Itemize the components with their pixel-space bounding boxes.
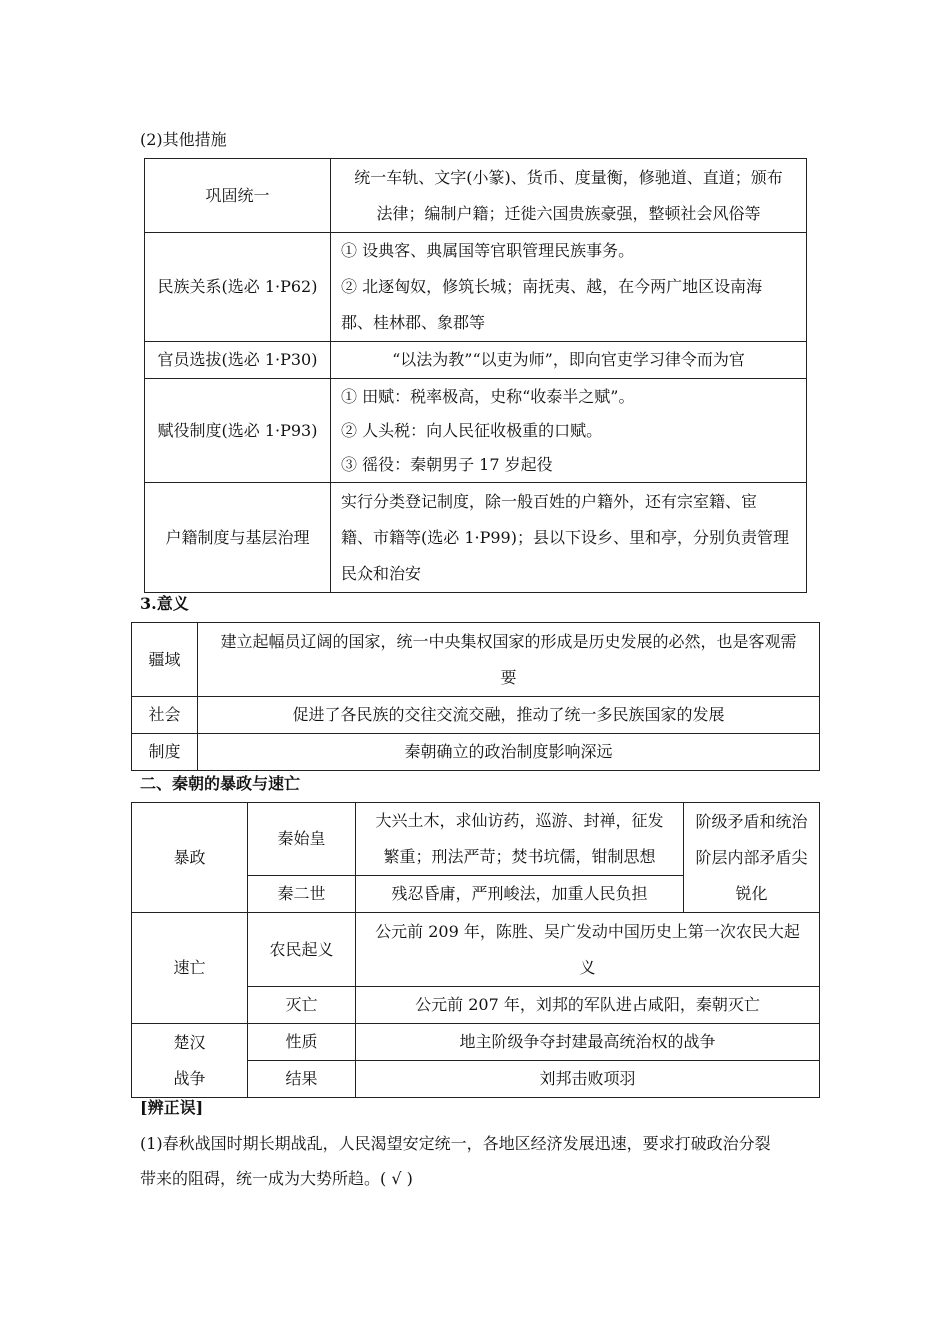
content-line: 阶级矛盾和统治 bbox=[695, 811, 808, 831]
demise-label: 灭亡 bbox=[248, 987, 356, 1024]
content-line: ② 人头税：向人民征收极重的口赋。 bbox=[341, 420, 603, 440]
table-row bbox=[132, 697, 820, 734]
content-line: 战争 bbox=[173, 1068, 206, 1088]
row-content: 促进了各民族的交往交流交融，推动了统一多民族国家的发展 bbox=[198, 697, 820, 734]
tyranny-table bbox=[131, 802, 820, 1098]
uprising-label: 农民起义 bbox=[248, 913, 356, 987]
nature-content: 地主阶级争夺封建最高统治权的战争 bbox=[356, 1024, 820, 1061]
correction-paragraph bbox=[140, 1126, 820, 1196]
table-row bbox=[132, 803, 820, 876]
other-measures-table bbox=[144, 158, 807, 593]
content-line: 要 bbox=[500, 667, 517, 687]
content-line: 民众和治安 bbox=[341, 563, 422, 583]
content-line: ② 北逐匈奴，修筑长城；南抚夷、越，在今两广地区设南海 bbox=[341, 277, 763, 296]
row-content: 秦朝确立的政治制度影响深远 bbox=[198, 734, 820, 771]
table-row bbox=[132, 623, 820, 697]
qin-ershi-content: 残忍昏庸，严刑峻法，加重人民负担 bbox=[356, 876, 684, 913]
significance-heading: 3.意义 bbox=[140, 594, 189, 613]
content-line: 法律；编制户籍；迁徙六国贵族豪强，整顿社会风俗等 bbox=[376, 203, 761, 223]
content-line: 阶层内部矛盾尖 bbox=[695, 847, 808, 867]
row-content bbox=[331, 233, 807, 342]
table-row bbox=[132, 734, 820, 771]
content-line: (1)春秋战国时期长期战乱，人民渴望安定统一，各地区经济发展迅速，要求打破政治分裂 bbox=[140, 1134, 771, 1153]
tyranny-heading: 二、秦朝的暴政与速亡 bbox=[140, 774, 301, 793]
row-content bbox=[198, 623, 820, 697]
row-label: 巩固统一 bbox=[145, 159, 331, 233]
table-row bbox=[145, 233, 807, 342]
row-label: 户籍制度与基层治理 bbox=[145, 483, 331, 593]
row-content bbox=[331, 483, 807, 593]
qin-ershi-label: 秦二世 bbox=[248, 876, 356, 913]
content-line: 统一车轨、文字(小篆)、货币、度量衡，修驰道、直道；颁布 bbox=[354, 167, 783, 187]
nature-label: 性质 bbox=[248, 1024, 356, 1061]
row-label: 制度 bbox=[132, 734, 198, 771]
content-line: 锐化 bbox=[735, 883, 768, 903]
tyranny-result bbox=[684, 803, 820, 913]
row-label: 社会 bbox=[132, 697, 198, 734]
content-line: 大兴土木，求仙访药，巡游、封禅，征发 bbox=[375, 811, 664, 830]
content-line: ① 设典客、典属国等官职管理民族事务。 bbox=[341, 241, 635, 260]
content-line: 带来的阻碍，统一成为大势所趋。( √ ) bbox=[140, 1169, 413, 1188]
row-content bbox=[331, 159, 807, 233]
demise-content: 公元前 207 年，刘邦的军队进占咸阳，秦朝灭亡 bbox=[356, 987, 820, 1024]
row-label: 赋役制度(选必 1·P93) bbox=[145, 379, 331, 483]
table-row bbox=[145, 159, 807, 233]
table-row bbox=[132, 913, 820, 987]
content-line: 繁重；刑法严苛；焚书坑儒，钳制思想 bbox=[383, 847, 656, 866]
outcome-content: 刘邦击败项羽 bbox=[356, 1061, 820, 1098]
content-line: 郡、桂林郡、象郡等 bbox=[341, 313, 486, 332]
other-measures-heading: (2)其他措施 bbox=[140, 130, 227, 149]
table-row bbox=[145, 342, 807, 379]
correction-heading: [辨正误] bbox=[140, 1098, 204, 1117]
content-line: 籍、市籍等(选必 1·P99)；县以下设乡、里和亭，分别负责管理 bbox=[341, 527, 789, 547]
chuhan-war-label bbox=[132, 1024, 248, 1098]
content-line: 楚汉 bbox=[173, 1032, 206, 1052]
row-content: “以法为教”“以吏为师”，即向官吏学习律令而为官 bbox=[331, 342, 807, 379]
qin-shihuang-label: 秦始皇 bbox=[248, 803, 356, 876]
qin-shihuang-content bbox=[356, 803, 684, 876]
row-label: 官员选拔(选必 1·P30) bbox=[145, 342, 331, 379]
table-row bbox=[132, 1024, 820, 1061]
content-line: 义 bbox=[579, 957, 596, 977]
content-line: 公元前 209 年，陈胜、吴广发动中国历史上第一次农民大起 bbox=[375, 921, 800, 941]
fall-label: 速亡 bbox=[132, 913, 248, 1024]
content-line: ① 田赋：税率极高，史称“收泰半之赋”。 bbox=[341, 386, 635, 406]
uprising-content bbox=[356, 913, 820, 987]
row-content bbox=[331, 379, 807, 483]
table-row bbox=[145, 483, 807, 593]
content-line: 建立起幅员辽阔的国家，统一中央集权国家的形成是历史发展的必然，也是客观需 bbox=[220, 631, 797, 651]
outcome-label: 结果 bbox=[248, 1061, 356, 1098]
significance-table bbox=[131, 622, 820, 771]
tyranny-label: 暴政 bbox=[132, 803, 248, 913]
row-label: 疆域 bbox=[132, 623, 198, 697]
table-row bbox=[145, 379, 807, 483]
content-line: 实行分类登记制度，除一般百姓的户籍外，还有宗室籍、宦 bbox=[341, 491, 758, 511]
row-label: 民族关系(选必 1·P62) bbox=[145, 233, 331, 342]
content-line: ③ 徭役：秦朝男子 17 岁起役 bbox=[341, 454, 553, 474]
